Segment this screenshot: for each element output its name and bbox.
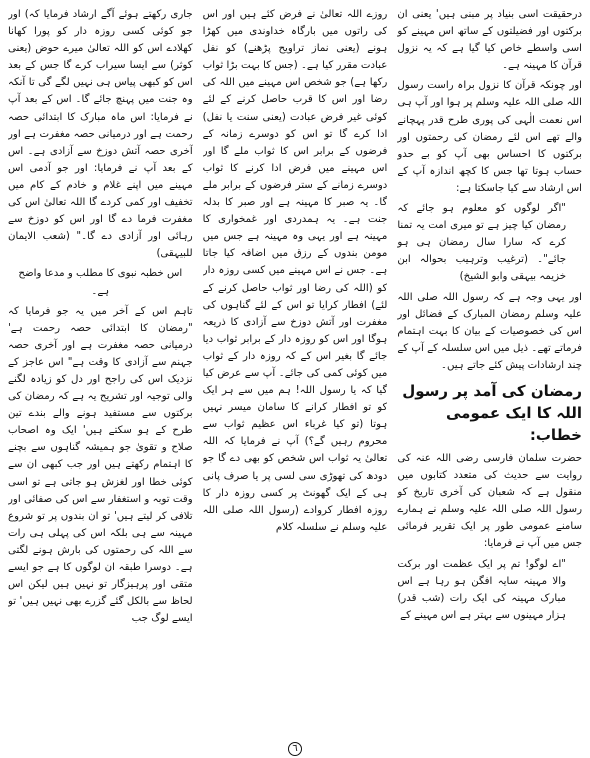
page-number xyxy=(0,742,590,756)
quotation: "اگر لوگوں کو معلوم ہو جائے کہ رمضان کیا چیز ہے تو میری امت یہ تمنا کرے کہ سارا سال رمضان ہی ہو جائے"۔ (ترغیب وترہیب بحوالہ ابن خزیمہ بیہقی وابو الشیخ) xyxy=(397,203,566,283)
paragraph: درحقیقت اسی بنیاد پر مبنی ہیں' یعنی ان برکتوں اور فضیلتوں کے ساتھ اس مہینے کو اسی واسطے خاص کیا گیا ہے کہ یہ نزول قرآن کا مہینہ ہے۔ xyxy=(397,9,582,72)
paragraph: اور چونکہ قرآن کا نزول براہ راست رسول اللہ صلی اللہ علیہ وسلم پر ہوا اور آپ ہی اس نعمت الٰہی کی پوری طرح قدر پہچانے والے تھے اس لئے رمضان کی رحمتوں اور برکتوں کا احساس بھی آپ کو بے حدو حساب ہوتا تھا جس کا کچھ اندازہ آپ کے اس ارشاد سے کیا جاسکتا ہے: xyxy=(397,80,582,194)
paragraph: حضرت سلمان فارسی رضی اللہ عنہ کی روایت سے حدیث کی متعدد کتابوں میں منقول ہے کہ شعبان کی آخری تاریخ کو رسول اللہ صلی اللہ علیہ وسلم نے ہمارے سامنے عمومی طور پر ایک تقریر فرمائی جس میں آپ نے فرمایا: xyxy=(397,452,582,550)
column-middle xyxy=(203,6,388,744)
paragraph: اور یہی وجہ ہے کہ رسول اللہ صلی اللہ علیہ وسلم رمضان المبارک کے فضائل اور اس کی خصوصیات کے بیان کا بہت اہتمام فرماتے تھے۔ ذیل میں اس سلسلہ کے آپ کے چند ارشادات پیش کئے جاتے ہیں۔ xyxy=(397,291,582,371)
paragraph: تاہم اس کے آخر میں یہ جو فرمایا کہ "رمضان کا ابتدائی حصہ رحمت ہے' درمیانی حصہ مغفرت ہے اور آخری حصہ جہنم سے آزادی کا وقت ہے" اس عاجز کے نزدیک اس کی راجح اور دل کو زیادہ لگنے والی توجیہ اور تشریح یہ ہے کہ رمضان کی برکتوں سے مستفید ہونے والے بندے تین طرح کے ہو سکتے ہیں' ایک وہ اصحاب صلاح و تقویٰ جو ہمیشہ گناہوں سے بچنے کا اہتمام رکھتے ہیں اور جب کبھی ان سے کوئی خطا اور لغزش ہو جاتی ہے تو اسی وقت توبہ و استغفار سے اس کی صفائی اور تلافی کر لیتے ہیں' تو ان بندوں پر تو شروع مہینہ سے ہی بلکہ اس کی پہلی ہی رات سے اللہ کی رحمتوں کی بارش ہونے لگتی ہے۔ دوسرا طبقہ ان لوگوں کا ہے جو ایسے متقی اور پرہیزگار تو نہیں ہیں لیکن اس لحاظ سے بالکل گئے گزرے بھی نہیں ہیں' تو ایسے لوگ جب xyxy=(7,305,193,625)
paragraph: جاری رکھتے ہوئے آگے ارشاد فرمایا کہ) اور جو کوئی کسی روزہ دار کو پورا کھانا کھلادے اس کو اللہ تعالیٰ میرے حوض (یعنی کوثر) سے ایسا سیراب کرے گا جس کے بعد اس کو کبھی پیاس ہی نہیں لگے گی تا آنکہ وہ جنت میں پہنچ جائے گا۔ اس کے بعد آپ نے فرمایا: اس ماہ مبارک کا ابتدائی حصہ رحمت ہے اور درمیانی حصہ مغفرت ہے اور آخری حصہ آتش دوزخ سے آزادی ہے۔ اس کے بعد آپ نے فرمایا: اور جو آدمی اس مہینے میں اپنے غلام و خادم کے کام میں تخفیف اور کمی کردے گا اللہ تعالیٰ اس کی مغفرت فرما دے گا اور اس کو دوزخ سے رہائی اور آزادی دے گا۔" (شعب الایمان للبیہقی) xyxy=(7,9,193,260)
paragraph: اس خطبہ نبوی کا مطلب و مدعا واضح ہے۔ xyxy=(18,268,183,297)
paragraph: روزے اللہ تعالیٰ نے فرض کئے ہیں اور اس کی راتوں میں بارگاہ خداوندی میں کھڑا ہونے (یعنی نماز تراویح پڑھنے) کو نفل عبادت مقرر کیا ہے۔ (جس کا بہت بڑا ثواب رکھا ہے) جو شخص اس مہینے میں اللہ کی رضا اور اس کا قرب حاصل کرنے کے لئے کوئی غیر فرض عبادت (یعنی سنت یا نفل) ادا کرے گا تو اس کو دوسرے زمانہ کے فرضوں کے برابر اس کا ثواب ملے گا اور اس مہینے میں فرض ادا کرنے کا ثواب دوسرے زمانے کے ستر فرضوں کے برابر ملے گا۔ یہ صبر کا مہینہ ہے اور صبر کا بدلہ جنت ہے۔ یہ ہمدردی اور غمخواری کا مہینہ ہے اور یہی وہ مہینہ ہے جس میں مومن بندوں کے رزق میں اضافہ کیا جاتا ہے۔ جس نے اس مہینے میں کسی روزہ دار کو (اللہ کی رضا اور ثواب حاصل کرنے کے لئے) افطار کرایا تو اس کے لئے گناہوں کی مغفرت اور آتش دوزخ سے آزادی کا ذریعہ ہوگا اور اس کو روزہ دار کے برابر ثواب دیا جائے گا بغیر اس کے کہ روزہ دار کے ثواب میں کوئی کمی کی جائے۔ آپ سے عرض کیا گیا کہ یا رسول اللہ! ہم میں سے ہر ایک کو تو افطار کرانے کا سامان میسر نہیں ہوتا (تو کیا غرباء اس عظیم ثواب سے محروم رہیں گے؟) آپ نے فرمایا کہ اللہ تعالیٰ یہ ثواب اس شخص کو بھی دے گا جو دودھ کی تھوڑی سی لسی پر یا صرف پانی ہی کے ایک گھونٹ پر کسی روزہ دار کا روزہ افطار کروادے (رسول اللہ صلی اللہ علیہ وسلم نے سلسلہ کلام xyxy=(202,9,388,533)
quotation: "اے لوگو! تم پر ایک عظمت اور برکت والا مہینہ سایہ افگن ہو رہا ہے اس مبارک مہینہ کی ایک رات (شب قدر) ہزار مہینوں سے بہتر ہے اس مہینے کے xyxy=(397,558,566,621)
column-right xyxy=(397,6,582,744)
page-number-text: ٦ xyxy=(288,742,302,756)
text-columns xyxy=(8,6,582,744)
section-heading: رمضان کی آمد پر رسول اللہ کا ایک عمومی خطاب: xyxy=(402,381,582,444)
column-left xyxy=(8,6,193,744)
